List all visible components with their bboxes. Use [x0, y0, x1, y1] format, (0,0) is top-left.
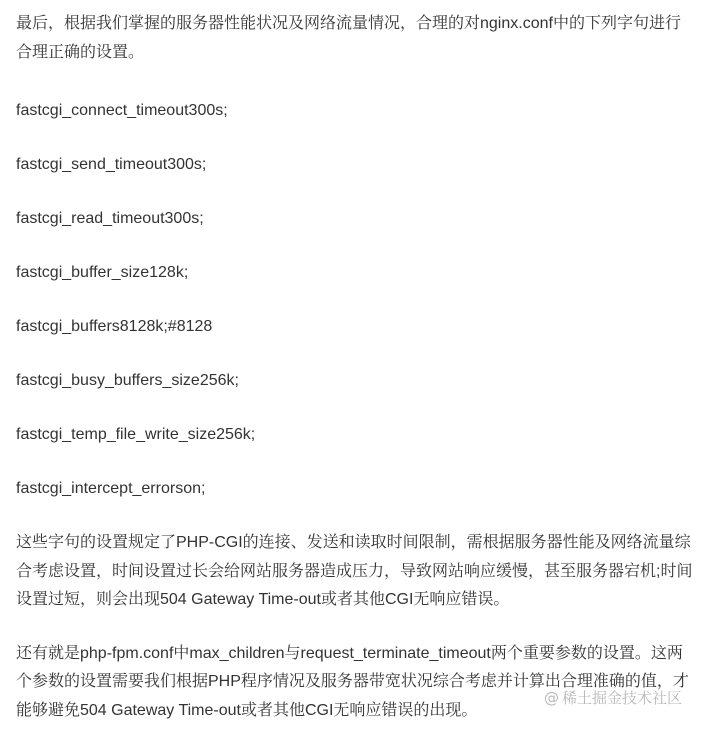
config-line-buffers: fastcgi_buffers8128k;#8128 — [16, 318, 213, 335]
config-line-connect-timeout: fastcgi_connect_timeout300s; — [16, 102, 228, 119]
watermark-at-icon: @ — [543, 688, 559, 707]
config-line-buffer-size: fastcgi_buffer_size128k; — [16, 264, 189, 281]
config-line-send-timeout: fastcgi_send_timeout300s; — [16, 156, 207, 173]
intro-paragraph: 最后，根据我们掌握的服务器性能状况及网络流量情况，合理的对nginx.conf中的下列字句进行合理正确的设置。 — [16, 15, 681, 61]
watermark-text: 稀土掘金技术社区 — [561, 689, 682, 707]
article-body — [16, 10, 696, 725]
config-line-temp-file-write-size: fastcgi_temp_file_write_size256k; — [16, 426, 256, 443]
config-line-read-timeout: fastcgi_read_timeout300s; — [16, 210, 204, 227]
php-fpm-paragraph: 还有就是php-fpm.conf中max_children与request_terminate_timeout两个重要参数的设置。这两个参数的设置需要我们根据PHP程序情况及服务器带宽状况综合考虑并计算出合理准确的值，才能够避免504 Gateway Time-out或者其他CGI无响应错误的出现。 — [16, 644, 689, 719]
timeout-explanation-paragraph: 这些字句的设置规定了PHP-CGI的连接、发送和读取时间限制，需根据服务器性能及网络流量综合考虑设置，时间设置过长会给网站服务器造成压力，导致网站响应缓慢，甚至服务器宕机;时间设置过短，则会出现504 Gateway Time-out或者其他CGI无响应错误。 — [16, 534, 693, 608]
config-line-intercept-errors: fastcgi_intercept_errorson; — [16, 480, 206, 497]
config-line-busy-buffers-size: fastcgi_busy_buffers_size256k; — [16, 372, 239, 389]
watermark — [544, 687, 682, 708]
